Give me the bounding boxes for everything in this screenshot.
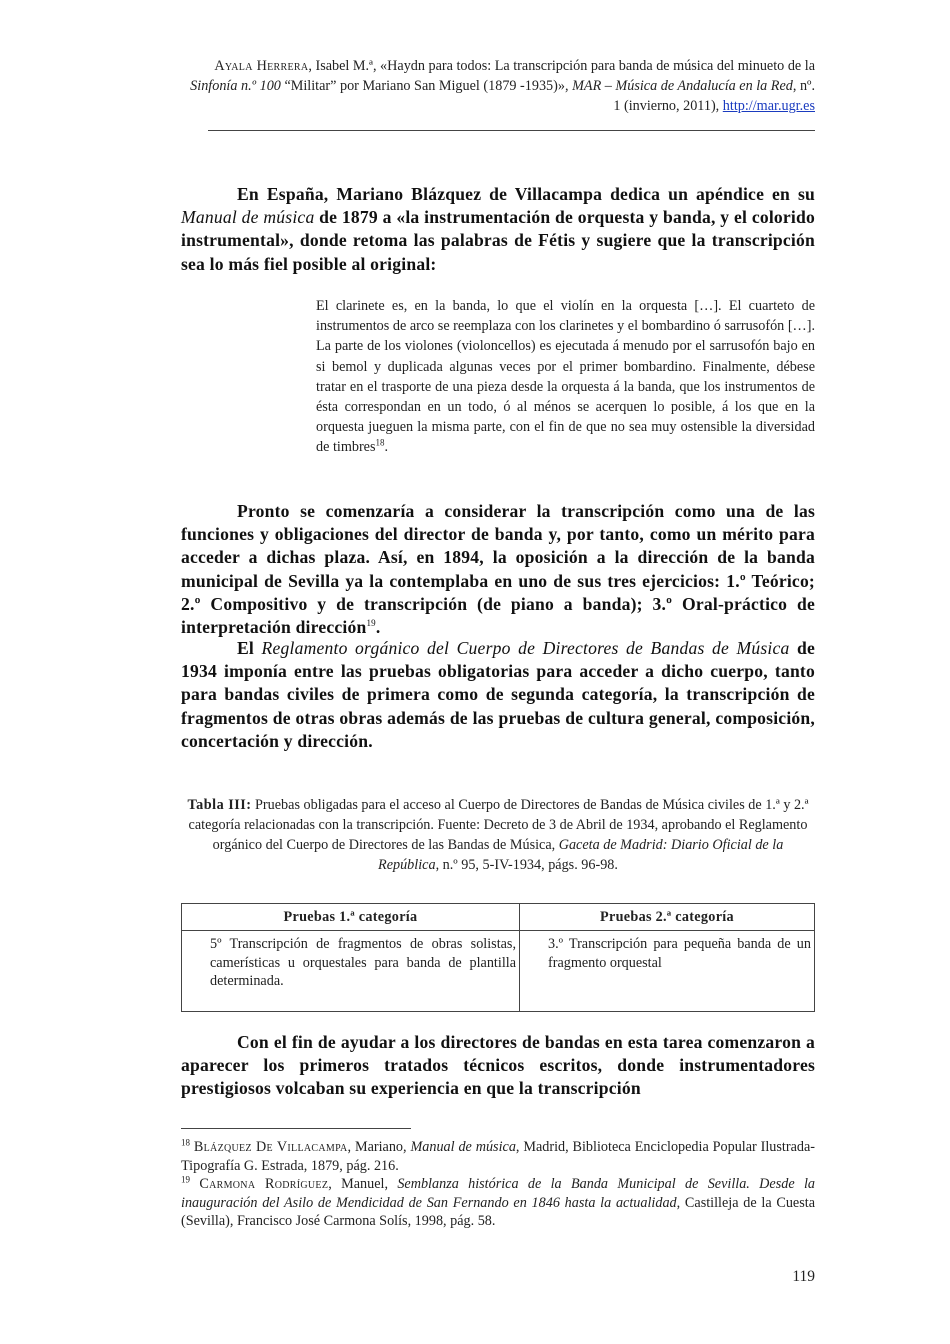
table-caption: Tabla III: Pruebas obligadas para el acceso al Cuerpo de Directores de Bandas de Música civiles de 1.ª y 2.ª categoría relacionadas con la transcripción. Fuente: Decreto de 3 de Abril de 1934, aprobando el Reglamento orgánico del Cuerpo de Directores de las Bandas de Música, Gaceta de Madrid: Diario Oficial de la República, n.º 95, 5-IV-1934, págs. 96-98. [187, 797, 809, 873]
header-work-rest: “Militar” por Mariano San Miguel (1879 -1935)», [280, 78, 573, 94]
paragraph-3: El Reglamento orgánico del Cuerpo de Directores de Bandas de Música de 1934 imponía entre las pruebas obligatorias para acceder a dicho cuerpo, tanto para bandas civiles de primera como de segunda categoría, la transcripción de fragmentos de otras obras además de las pruebas de cultura general, composición, concertación y dirección. [181, 638, 816, 751]
footnote-ref-18[interactable]: 18 [375, 437, 385, 448]
header-work: Sinfonía n.º 100 [190, 78, 281, 94]
block-quote: El clarinete es, en la banda, lo que el violín en la orquesta […]. El cuarteto de instrumentos de arco se reemplaza con los clarinetes y el bombardino ó sarrusofón […]. La parte de los violones (violoncellos) es ejecutada á menudo por el sarrusofón bajo en si bemol y duplicada algunas veces por el primer bombardino. Finalmente, débese tratar en el trasporte de una pieza desde la orquesta á la banda, que los instrumentos de ésta correspondan en un todo, ó al ménos se acerquen lo posible, á los que en la orquesta jueguen la misma parte, con el fin de que no sea muy ostensible la diversidad de timbres$^{18}$. [316, 298, 815, 456]
table-pruebas [181, 903, 815, 1012]
footnote-19: $^{19}$ Carmona Rodríguez, Manuel, Semblanza histórica de la Banda Municipal de Sevilla. Desde la inauguración del Asilo de Mendicidad de San Fernando en 1846 hasta la actualidad, Castilleja de la Cuesta (Sevilla), Francisco José Carmona Solís, 1998, pág. 58. [181, 1174, 815, 1229]
header-issue: , nº. 1 (invierno, 2011), [613, 78, 815, 114]
table-row [182, 931, 815, 1012]
table-cell: 3.º Transcripción para pequeña banda de un fragmento orquestal [520, 931, 815, 1012]
table-cell: 5º Transcripción de fragmentos de obras solistas, camerísticas u orquestales para banda de plantilla determinada. [182, 931, 520, 1012]
table-caption-label: Tabla III: [187, 797, 252, 813]
header-rule [208, 130, 815, 131]
header-author-rest: , Isabel M.ª, «Haydn para todos: La transcripción para banda de música del minueto de la [308, 58, 815, 74]
header-url-link[interactable]: http://mar.ugr.es [722, 98, 815, 114]
footnote-ref-19[interactable]: 19 [366, 618, 376, 629]
footnotes [181, 1138, 815, 1231]
paragraph-4: Con el fin de ayudar a los directores de bandas en esta tarea comenzaron a aparecer los primeros tratados técnicos escritos, donde instrumentadores prestigiosos volcaban su experiencia en que la transcripción [181, 1032, 815, 1099]
table-header-cell: Pruebas 2.ª categoría [520, 904, 815, 931]
header-journal: MAR – Música de Andalucía en la Red [572, 78, 793, 94]
footnote-rule [181, 1128, 411, 1129]
running-header [190, 56, 815, 116]
table-header-row [182, 904, 815, 931]
footnote-18: $^{18}$ Blázquez De Villacampa, Mariano, Manual de música, Madrid, Biblioteca Enciclopedia Popular Ilustrada-Tipografía G. Estrada, 1879, pág. 216. [181, 1137, 815, 1174]
header-author: Ayala Herrera [214, 58, 309, 74]
paragraph-2: Pronto se comenzaría a considerar la transcripción como una de las funciones y obligaciones del director de banda y, por tanto, como un mérito para acceder a dichas plaza. Así, en 1894, la oposición a la dirección de la banda municipal de Sevilla ya la contemplaba en uno de sus tres ejercicios: 1.º Teórico; 2.º Compositivo y de transcripción (de piano a banda); 3.º Oral-práctico de interpretación dirección$^{19}$. [181, 501, 815, 638]
page-number: 119 [792, 1268, 815, 1285]
paragraph-1: En España, Mariano Blázquez de Villacampa dedica un apéndice en su Manual de música de 1879 a «la instrumentación de orquesta y banda, y el colorido instrumental», donde retoma las palabras de Fétis y sugiere que la transcripción sea lo más fiel posible al original: [181, 184, 816, 274]
table-header-cell: Pruebas 1.ª categoría [182, 904, 520, 931]
